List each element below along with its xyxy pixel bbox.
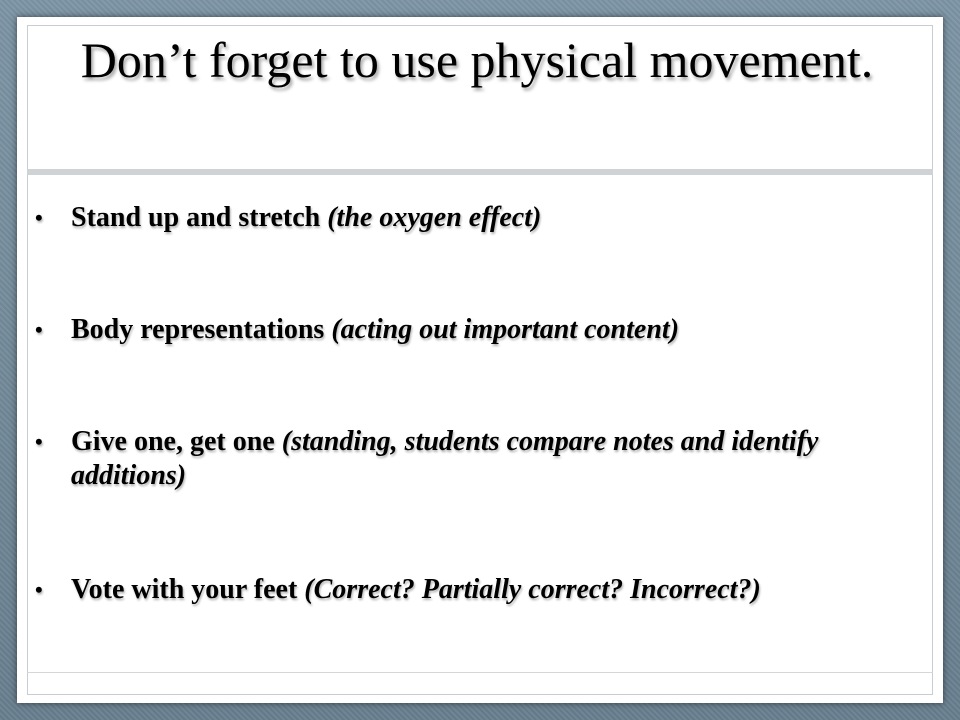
bullet-text: Vote with your feet: [71, 574, 305, 605]
bullet-text: Stand up and stretch: [71, 202, 328, 233]
bullet-item: [35, 425, 925, 493]
bullet-text: Give one, get one: [71, 426, 282, 457]
bullet-note: (standing, students compare notes and identify additions): [71, 426, 819, 491]
bullet-icon: •: [35, 429, 43, 454]
bullet-text: Body representations: [71, 314, 332, 345]
bullet-note: (acting out important content): [331, 314, 680, 345]
bullet-icon: •: [35, 317, 43, 342]
bullet-icon: •: [35, 205, 43, 230]
bullet-item: [35, 201, 925, 235]
footer-divider: [27, 672, 933, 673]
bullet-item: [35, 313, 925, 347]
bullet-item: [35, 573, 925, 607]
bullet-icon: •: [35, 577, 43, 602]
slide: [17, 17, 943, 703]
title-divider: [27, 169, 933, 175]
bullet-note: (the oxygen effect): [327, 202, 542, 233]
bullet-note: (Correct? Partially correct? Incorrect?): [304, 574, 761, 605]
slide-title: Don’t forget to use physical movement.: [80, 32, 874, 88]
